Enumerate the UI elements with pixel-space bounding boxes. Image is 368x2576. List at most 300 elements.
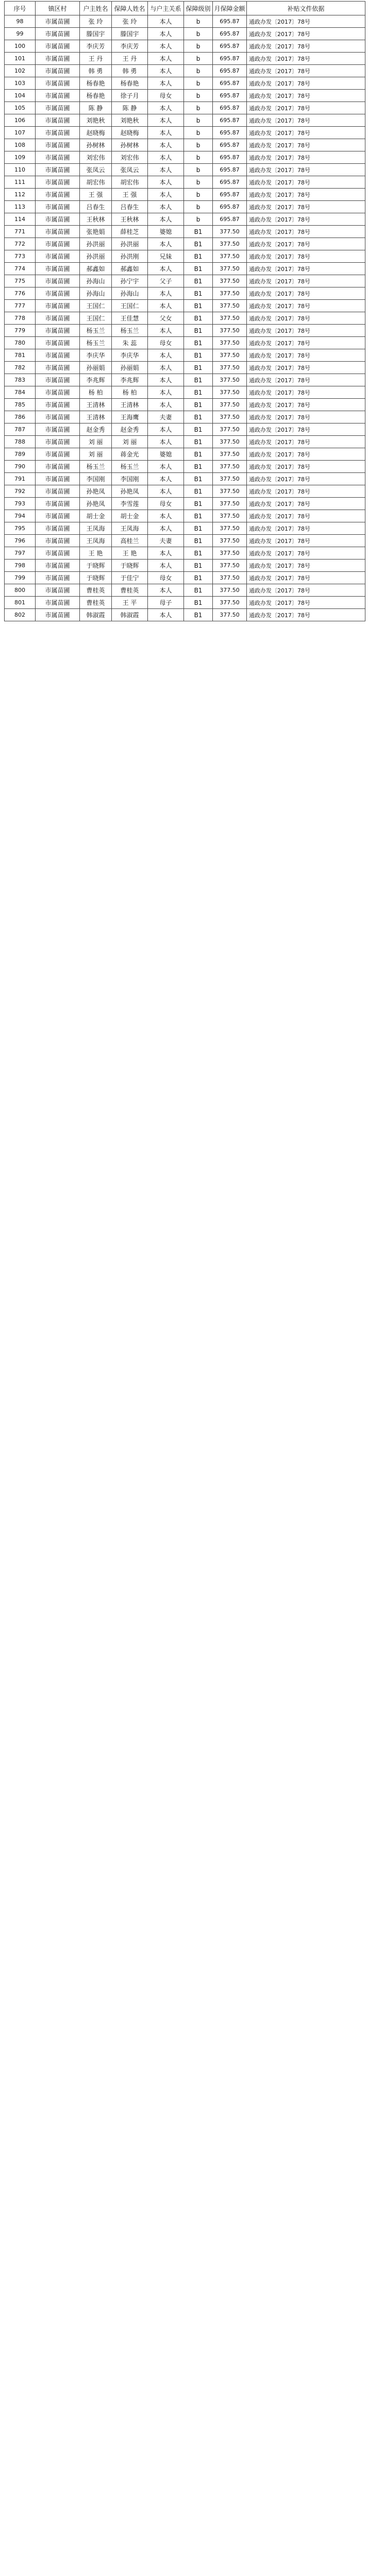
relation-cell: 本人 — [148, 436, 184, 448]
table-row — [5, 362, 365, 374]
member-name-cell: 胡士金 — [112, 510, 148, 522]
relation-cell: 本人 — [148, 374, 184, 386]
table-row — [5, 448, 365, 461]
row-number: 791 — [5, 473, 36, 485]
row-number: 775 — [5, 275, 36, 287]
member-name-cell: 韩淑霞 — [112, 609, 148, 621]
amount-cell: 377.50 — [213, 287, 247, 300]
head-name-cell: 王清林 — [80, 411, 112, 423]
member-name-cell: 李国刚 — [112, 473, 148, 485]
row-number: 782 — [5, 362, 36, 374]
row-number: 785 — [5, 399, 36, 411]
amount-cell: 377.50 — [213, 547, 247, 560]
row-number: 784 — [5, 386, 36, 399]
table-row — [5, 609, 365, 621]
table-row — [5, 411, 365, 423]
document-cell: 通政办发〔2017〕78号 — [247, 164, 365, 176]
head-name-cell: 赵金秀 — [80, 423, 112, 436]
table-row — [5, 374, 365, 386]
amount-cell: 377.50 — [213, 560, 247, 572]
row-number: 99 — [5, 28, 36, 40]
table-row — [5, 151, 365, 164]
member-name-cell: 王国仁 — [112, 300, 148, 312]
amount-cell: 695.87 — [213, 164, 247, 176]
relation-cell: 本人 — [148, 423, 184, 436]
member-name-cell: 刘宏伟 — [112, 151, 148, 164]
amount-cell: 377.50 — [213, 522, 247, 535]
row-number: 776 — [5, 287, 36, 300]
amount-cell: 377.50 — [213, 485, 247, 498]
relation-cell: 本人 — [148, 287, 184, 300]
town-cell: 市属苗圃 — [36, 485, 80, 498]
document-cell: 通政办发〔2017〕78号 — [247, 423, 365, 436]
row-number: 802 — [5, 609, 36, 621]
relation-cell: 本人 — [148, 201, 184, 213]
col-header: 户主姓名 — [80, 2, 112, 15]
level-cell: b — [184, 213, 213, 226]
level-cell: B1 — [184, 597, 213, 609]
level-cell: b — [184, 15, 213, 28]
row-number: 101 — [5, 53, 36, 65]
member-name-cell: 蒋金光 — [112, 448, 148, 461]
table-row — [5, 213, 365, 226]
town-cell: 市属苗圃 — [36, 374, 80, 386]
head-name-cell: 郝鑫如 — [80, 263, 112, 275]
amount-cell: 377.50 — [213, 473, 247, 485]
member-name-cell: 杨玉兰 — [112, 325, 148, 337]
head-name-cell: 胡士金 — [80, 510, 112, 522]
level-cell: B1 — [184, 250, 213, 263]
amount-cell: 695.87 — [213, 28, 247, 40]
head-name-cell: 李庆芳 — [80, 40, 112, 53]
member-name-cell: 于晓辉 — [112, 560, 148, 572]
table-row — [5, 337, 365, 349]
member-name-cell: 王 艳 — [112, 547, 148, 560]
document-cell: 通政办发〔2017〕78号 — [247, 275, 365, 287]
head-name-cell: 杨玉兰 — [80, 325, 112, 337]
relation-cell: 本人 — [148, 386, 184, 399]
table-row — [5, 386, 365, 399]
amount-cell: 377.50 — [213, 374, 247, 386]
amount-cell: 377.50 — [213, 300, 247, 312]
amount-cell: 377.50 — [213, 498, 247, 510]
row-number: 786 — [5, 411, 36, 423]
document-cell: 通政办发〔2017〕78号 — [247, 498, 365, 510]
table-header — [5, 2, 365, 15]
town-cell: 市属苗圃 — [36, 28, 80, 40]
member-name-cell: 李雪莲 — [112, 498, 148, 510]
document-cell: 通政办发〔2017〕78号 — [247, 362, 365, 374]
row-number: 772 — [5, 238, 36, 250]
level-cell: b — [184, 77, 213, 90]
town-cell: 市属苗圃 — [36, 164, 80, 176]
member-name-cell: 陈 静 — [112, 102, 148, 114]
level-cell: B1 — [184, 300, 213, 312]
relation-cell: 婆媳 — [148, 448, 184, 461]
level-cell: B1 — [184, 325, 213, 337]
document-cell: 通政办发〔2017〕78号 — [247, 102, 365, 114]
document-cell: 通政办发〔2017〕78号 — [247, 250, 365, 263]
document-cell: 通政办发〔2017〕78号 — [247, 201, 365, 213]
row-number: 103 — [5, 77, 36, 90]
table-row — [5, 77, 365, 90]
row-number: 787 — [5, 423, 36, 436]
row-number: 773 — [5, 250, 36, 263]
town-cell: 市属苗圃 — [36, 65, 80, 77]
head-name-cell: 孙树林 — [80, 139, 112, 151]
amount-cell: 377.50 — [213, 226, 247, 238]
town-cell: 市属苗圃 — [36, 77, 80, 90]
town-cell: 市属苗圃 — [36, 312, 80, 325]
row-number: 783 — [5, 374, 36, 386]
row-number: 111 — [5, 176, 36, 189]
table-row — [5, 238, 365, 250]
relation-cell: 本人 — [148, 15, 184, 28]
document-cell: 通政办发〔2017〕78号 — [247, 15, 365, 28]
town-cell: 市属苗圃 — [36, 522, 80, 535]
relation-cell: 本人 — [148, 164, 184, 176]
row-number: 789 — [5, 448, 36, 461]
level-cell: B1 — [184, 362, 213, 374]
town-cell: 市属苗圃 — [36, 572, 80, 584]
member-name-cell: 刘艳秋 — [112, 114, 148, 127]
town-cell: 市属苗圃 — [36, 423, 80, 436]
member-name-cell: 王佳慧 — [112, 312, 148, 325]
member-name-cell: 孙洪丽 — [112, 238, 148, 250]
level-cell: b — [184, 90, 213, 102]
document-cell: 通政办发〔2017〕78号 — [247, 90, 365, 102]
row-number: 788 — [5, 436, 36, 448]
level-cell: B1 — [184, 560, 213, 572]
head-name-cell: 孙洪丽 — [80, 238, 112, 250]
town-cell: 市属苗圃 — [36, 275, 80, 287]
table-row — [5, 189, 365, 201]
relation-cell: 本人 — [148, 325, 184, 337]
relation-cell: 本人 — [148, 560, 184, 572]
relation-cell: 夫妻 — [148, 411, 184, 423]
table-row — [5, 114, 365, 127]
row-number: 113 — [5, 201, 36, 213]
amount-cell: 695.87 — [213, 40, 247, 53]
relation-cell: 本人 — [148, 53, 184, 65]
document-cell: 通政办发〔2017〕78号 — [247, 386, 365, 399]
member-name-cell: 孙洪刚 — [112, 250, 148, 263]
amount-cell: 377.50 — [213, 312, 247, 325]
document-cell: 通政办发〔2017〕78号 — [247, 238, 365, 250]
member-name-cell: 孙树林 — [112, 139, 148, 151]
amount-cell: 377.50 — [213, 399, 247, 411]
table-row — [5, 40, 365, 53]
member-name-cell: 杨玉兰 — [112, 461, 148, 473]
table-row — [5, 535, 365, 547]
level-cell: b — [184, 53, 213, 65]
document-cell: 通政办发〔2017〕78号 — [247, 189, 365, 201]
head-name-cell: 张 玲 — [80, 15, 112, 28]
member-name-cell: 徐子月 — [112, 90, 148, 102]
amount-cell: 377.50 — [213, 448, 247, 461]
amount-cell: 695.87 — [213, 102, 247, 114]
relation-cell: 本人 — [148, 349, 184, 362]
town-cell: 市属苗圃 — [36, 510, 80, 522]
head-name-cell: 曹桂英 — [80, 597, 112, 609]
row-number: 800 — [5, 584, 36, 597]
member-name-cell: 王 强 — [112, 189, 148, 201]
amount-cell: 695.87 — [213, 65, 247, 77]
document-cell: 通政办发〔2017〕78号 — [247, 510, 365, 522]
relation-cell: 兄妹 — [148, 250, 184, 263]
table-row — [5, 325, 365, 337]
relation-cell: 母女 — [148, 498, 184, 510]
document-cell: 通政办发〔2017〕78号 — [247, 609, 365, 621]
level-cell: b — [184, 151, 213, 164]
relation-cell: 本人 — [148, 461, 184, 473]
relation-cell: 本人 — [148, 151, 184, 164]
head-name-cell: 孙海山 — [80, 275, 112, 287]
relation-cell: 母女 — [148, 337, 184, 349]
table-row — [5, 572, 365, 584]
row-number: 109 — [5, 151, 36, 164]
member-name-cell: 张凤云 — [112, 164, 148, 176]
level-cell: B1 — [184, 374, 213, 386]
town-cell: 市属苗圃 — [36, 213, 80, 226]
member-name-cell: 王 丹 — [112, 53, 148, 65]
town-cell: 市属苗圃 — [36, 399, 80, 411]
relation-cell: 本人 — [148, 65, 184, 77]
town-cell: 市属苗圃 — [36, 238, 80, 250]
head-name-cell: 曹桂英 — [80, 584, 112, 597]
table-row — [5, 349, 365, 362]
level-cell: b — [184, 139, 213, 151]
member-name-cell: 王 平 — [112, 597, 148, 609]
level-cell: b — [184, 164, 213, 176]
document-cell: 通政办发〔2017〕78号 — [247, 287, 365, 300]
member-name-cell: 滕国宇 — [112, 28, 148, 40]
document-cell: 通政办发〔2017〕78号 — [247, 263, 365, 275]
document-cell: 通政办发〔2017〕78号 — [247, 325, 365, 337]
relation-cell: 本人 — [148, 300, 184, 312]
relation-cell: 本人 — [148, 609, 184, 621]
amount-cell: 377.50 — [213, 250, 247, 263]
head-name-cell: 李国刚 — [80, 473, 112, 485]
document-cell: 通政办发〔2017〕78号 — [247, 337, 365, 349]
town-cell: 市属苗圃 — [36, 114, 80, 127]
level-cell: B1 — [184, 411, 213, 423]
header-row — [5, 2, 365, 15]
table-row — [5, 522, 365, 535]
row-number: 98 — [5, 15, 36, 28]
row-number: 798 — [5, 560, 36, 572]
relation-cell: 母女 — [148, 572, 184, 584]
level-cell: B1 — [184, 238, 213, 250]
town-cell: 市属苗圃 — [36, 436, 80, 448]
level-cell: b — [184, 127, 213, 139]
row-number: 780 — [5, 337, 36, 349]
head-name-cell: 王凤海 — [80, 535, 112, 547]
amount-cell: 377.50 — [213, 609, 247, 621]
subsidy-table — [4, 1, 365, 621]
amount-cell: 377.50 — [213, 535, 247, 547]
member-name-cell: 孙丽娟 — [112, 362, 148, 374]
town-cell: 市属苗圃 — [36, 498, 80, 510]
table-row — [5, 275, 365, 287]
document-cell: 通政办发〔2017〕78号 — [247, 300, 365, 312]
table-row — [5, 510, 365, 522]
head-name-cell: 王凤海 — [80, 522, 112, 535]
town-cell: 市属苗圃 — [36, 535, 80, 547]
head-name-cell: 刘 丽 — [80, 448, 112, 461]
level-cell: B1 — [184, 226, 213, 238]
level-cell: B1 — [184, 584, 213, 597]
member-name-cell: 高桂兰 — [112, 535, 148, 547]
col-header: 序号 — [5, 2, 36, 15]
document-cell: 通政办发〔2017〕78号 — [247, 461, 365, 473]
head-name-cell: 李庆华 — [80, 349, 112, 362]
amount-cell: 695.87 — [213, 53, 247, 65]
town-cell: 市属苗圃 — [36, 386, 80, 399]
amount-cell: 377.50 — [213, 337, 247, 349]
town-cell: 市属苗圃 — [36, 287, 80, 300]
level-cell: B1 — [184, 485, 213, 498]
level-cell: b — [184, 28, 213, 40]
document-cell: 通政办发〔2017〕78号 — [247, 28, 365, 40]
table-row — [5, 300, 365, 312]
level-cell: B1 — [184, 473, 213, 485]
head-name-cell: 陈 静 — [80, 102, 112, 114]
town-cell: 市属苗圃 — [36, 461, 80, 473]
table-row — [5, 164, 365, 176]
member-name-cell: 吕春生 — [112, 201, 148, 213]
level-cell: B1 — [184, 423, 213, 436]
amount-cell: 695.87 — [213, 114, 247, 127]
level-cell: B1 — [184, 275, 213, 287]
document-cell: 通政办发〔2017〕78号 — [247, 535, 365, 547]
row-number: 105 — [5, 102, 36, 114]
town-cell: 市属苗圃 — [36, 15, 80, 28]
head-name-cell: 孙艳凤 — [80, 485, 112, 498]
amount-cell: 377.50 — [213, 275, 247, 287]
member-name-cell: 于佳宁 — [112, 572, 148, 584]
document-cell: 通政办发〔2017〕78号 — [247, 53, 365, 65]
relation-cell: 夫妻 — [148, 535, 184, 547]
head-name-cell: 吕春生 — [80, 201, 112, 213]
head-name-cell: 杨玉兰 — [80, 337, 112, 349]
level-cell: B1 — [184, 386, 213, 399]
level-cell: B1 — [184, 263, 213, 275]
member-name-cell: 杨 柏 — [112, 386, 148, 399]
head-name-cell: 王国仁 — [80, 300, 112, 312]
relation-cell: 本人 — [148, 114, 184, 127]
row-number: 779 — [5, 325, 36, 337]
level-cell: B1 — [184, 312, 213, 325]
table-row — [5, 485, 365, 498]
amount-cell: 377.50 — [213, 597, 247, 609]
head-name-cell: 于晓辉 — [80, 560, 112, 572]
table-row — [5, 560, 365, 572]
head-name-cell: 张艳娟 — [80, 226, 112, 238]
member-name-cell: 王海鹰 — [112, 411, 148, 423]
relation-cell: 本人 — [148, 510, 184, 522]
amount-cell: 377.50 — [213, 386, 247, 399]
member-name-cell: 孙艳凤 — [112, 485, 148, 498]
table-row — [5, 102, 365, 114]
town-cell: 市属苗圃 — [36, 263, 80, 275]
member-name-cell: 张 玲 — [112, 15, 148, 28]
town-cell: 市属苗圃 — [36, 53, 80, 65]
table-row — [5, 423, 365, 436]
row-number: 108 — [5, 139, 36, 151]
town-cell: 市属苗圃 — [36, 176, 80, 189]
member-name-cell: 赵金秀 — [112, 423, 148, 436]
relation-cell: 本人 — [148, 362, 184, 374]
town-cell: 市属苗圃 — [36, 448, 80, 461]
col-header: 月保障金额 — [213, 2, 247, 15]
relation-cell: 本人 — [148, 485, 184, 498]
town-cell: 市属苗圃 — [36, 597, 80, 609]
amount-cell: 377.50 — [213, 584, 247, 597]
document-cell: 通政办发〔2017〕78号 — [247, 485, 365, 498]
document-cell: 通政办发〔2017〕78号 — [247, 473, 365, 485]
document-cell: 通政办发〔2017〕78号 — [247, 411, 365, 423]
table-row — [5, 584, 365, 597]
town-cell: 市属苗圃 — [36, 547, 80, 560]
level-cell: B1 — [184, 349, 213, 362]
table-row — [5, 547, 365, 560]
relation-cell: 本人 — [148, 263, 184, 275]
row-number: 777 — [5, 300, 36, 312]
row-number: 114 — [5, 213, 36, 226]
row-number: 781 — [5, 349, 36, 362]
table-row — [5, 312, 365, 325]
row-number: 790 — [5, 461, 36, 473]
relation-cell: 本人 — [148, 522, 184, 535]
table-row — [5, 263, 365, 275]
table-row — [5, 15, 365, 28]
member-name-cell: 王秋林 — [112, 213, 148, 226]
row-number: 107 — [5, 127, 36, 139]
table-row — [5, 226, 365, 238]
town-cell: 市属苗圃 — [36, 189, 80, 201]
member-name-cell: 孙海山 — [112, 287, 148, 300]
row-number: 100 — [5, 40, 36, 53]
table-row — [5, 473, 365, 485]
member-name-cell: 杨春艳 — [112, 77, 148, 90]
row-number: 797 — [5, 547, 36, 560]
town-cell: 市属苗圃 — [36, 362, 80, 374]
relation-cell: 本人 — [148, 102, 184, 114]
amount-cell: 377.50 — [213, 349, 247, 362]
head-name-cell: 韩淑霞 — [80, 609, 112, 621]
member-name-cell: 孙宁宇 — [112, 275, 148, 287]
document-cell: 通政办发〔2017〕78号 — [247, 584, 365, 597]
document-cell: 通政办发〔2017〕78号 — [247, 597, 365, 609]
member-name-cell: 朱 蕊 — [112, 337, 148, 349]
amount-cell: 695.87 — [213, 90, 247, 102]
member-name-cell: 郝鑫如 — [112, 263, 148, 275]
head-name-cell: 滕国宇 — [80, 28, 112, 40]
document-cell: 通政办发〔2017〕78号 — [247, 349, 365, 362]
document-cell: 通政办发〔2017〕78号 — [247, 40, 365, 53]
amount-cell: 695.87 — [213, 176, 247, 189]
row-number: 795 — [5, 522, 36, 535]
amount-cell: 377.50 — [213, 572, 247, 584]
member-name-cell: 李庆芳 — [112, 40, 148, 53]
town-cell: 市属苗圃 — [36, 473, 80, 485]
table-row — [5, 201, 365, 213]
head-name-cell: 张凤云 — [80, 164, 112, 176]
town-cell: 市属苗圃 — [36, 201, 80, 213]
document-cell: 通政办发〔2017〕78号 — [247, 65, 365, 77]
document-cell: 通政办发〔2017〕78号 — [247, 547, 365, 560]
